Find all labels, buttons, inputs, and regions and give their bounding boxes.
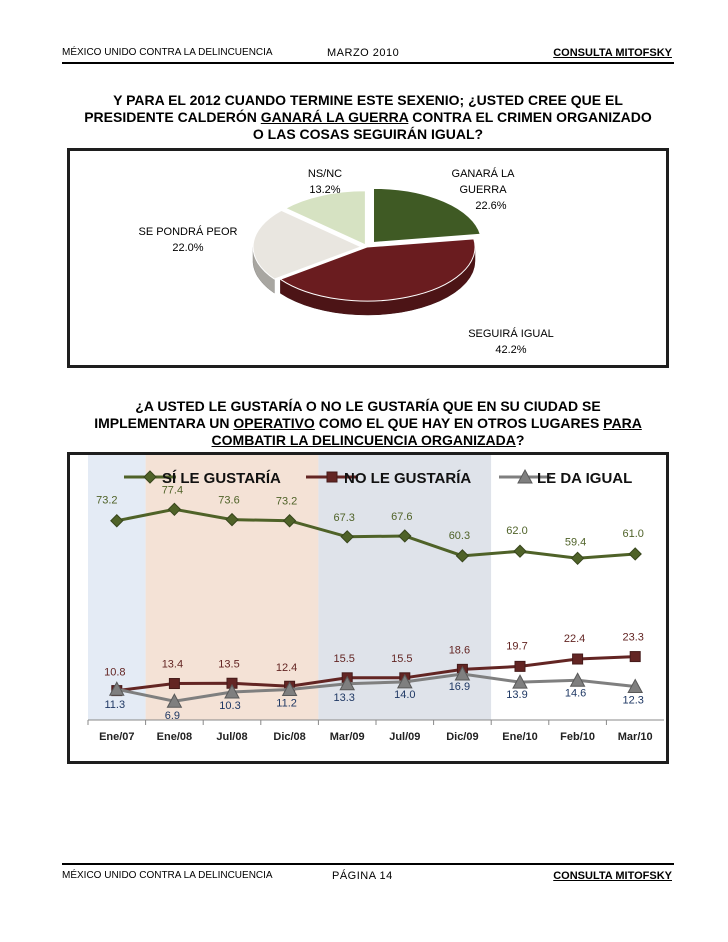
pie-slice-label: GANARÁ LA — [451, 168, 515, 180]
data-label-le-da-igual: 14.6 — [564, 687, 587, 700]
data-label-si-le-gustaria: 77.4 — [161, 484, 184, 497]
question-2-line-2-underlined-1: OPERATIVO — [233, 415, 315, 431]
question-2-line-2a: IMPLEMENTARA UN — [94, 415, 234, 431]
data-label-si-le-gustaria: 73.2 — [275, 495, 298, 508]
line-chart — [70, 455, 666, 761]
question-1-line-2a: PRESIDENTE CALDERÓN — [84, 109, 261, 125]
footer-center-text: PÁGINA 14 — [332, 870, 393, 882]
data-label-le-da-igual: 16.9 — [448, 680, 471, 693]
legend-marker-no-le-gustaria — [327, 472, 337, 482]
x-tick-label: Ene/10 — [502, 731, 538, 743]
data-label-no-le-gustaria: 10.8 — [104, 666, 126, 679]
x-tick-label: Dic/08 — [273, 731, 306, 743]
pie-slice-label: GUERRA — [459, 184, 507, 196]
pie-slice-ganara-la-guerra — [374, 188, 481, 242]
question-2-line-2 — [62, 415, 674, 432]
data-point-no-le-gustaria — [630, 652, 640, 662]
x-tick-label: Ene/08 — [156, 731, 193, 743]
data-label-le-da-igual: 13.3 — [333, 691, 355, 704]
question-2-line-3-underlined: COMBATIR LA DELINCUENCIA ORGANIZADA — [211, 432, 516, 448]
pie-slice-label: SE PONDRÁ PEOR — [138, 226, 238, 238]
x-tick-label: Mar/10 — [617, 731, 653, 743]
x-tick-label: Jul/08 — [216, 731, 248, 743]
data-label-le-da-igual: 11.2 — [276, 697, 297, 710]
pie-chart — [70, 151, 666, 365]
question-1-line-1: Y PARA EL 2012 CUANDO TERMINE ESTE SEXENIO; ¿USTED CREE QUE EL — [113, 92, 623, 108]
data-label-si-le-gustaria: 73.2 — [96, 494, 118, 507]
data-label-le-da-igual: 10.3 — [219, 699, 241, 712]
data-point-no-le-gustaria — [169, 679, 179, 689]
data-label-no-le-gustaria: 13.5 — [218, 658, 240, 671]
question-2-line-3b: ? — [515, 432, 525, 448]
x-tick-label: Ene/07 — [99, 731, 135, 743]
question-1-line-3: O LAS COSAS SEGUIRÁN IGUAL? — [252, 126, 484, 142]
data-label-si-le-gustaria: 67.3 — [333, 511, 355, 524]
data-label-no-le-gustaria: 15.5 — [391, 652, 413, 665]
data-label-si-le-gustaria: 62.0 — [506, 525, 528, 538]
data-label-le-da-igual: 13.9 — [506, 689, 528, 702]
pie-slice-label: NS/NC — [307, 168, 343, 180]
footer-left-text: MÉXICO UNIDO CONTRA LA DELINCUENCIA — [62, 870, 273, 881]
data-label-le-da-igual: 6.9 — [164, 710, 181, 723]
header-center-text: MARZO 2010 — [327, 47, 400, 59]
data-label-no-le-gustaria: 19.7 — [506, 640, 528, 653]
data-label-si-le-gustaria: 73.6 — [218, 494, 240, 507]
data-label-no-le-gustaria: 22.4 — [563, 633, 586, 646]
question-1-line-2-underlined: GANARÁ LA GUERRA — [260, 109, 409, 125]
question-1-line-2b: CONTRA EL CRIMEN ORGANIZADO — [408, 109, 652, 125]
question-2-line-3 — [62, 432, 674, 449]
data-label-si-le-gustaria: 61.0 — [622, 527, 644, 540]
legend-label-le-da-igual: LE DA IGUAL — [537, 470, 633, 487]
data-label-le-da-igual: 12.3 — [622, 694, 644, 707]
pie-value-label: 22.6% — [475, 200, 507, 212]
footer-right-text: CONSULTA MITOFSKY — [553, 870, 672, 882]
legend-label-no-le-gustaria: NO LE GUSTARÍA — [344, 470, 472, 487]
data-label-si-le-gustaria: 67.6 — [391, 510, 413, 523]
question-2-line-2b: COMO EL QUE HAY EN OTROS LUGARES — [314, 415, 604, 431]
footer-rule — [62, 863, 674, 865]
legend-label-si-le-gustaria: SÍ LE GUSTARÍA — [162, 470, 281, 487]
question-1 — [62, 92, 674, 143]
pie-value-label: 42.2% — [495, 344, 527, 356]
data-label-si-le-gustaria: 60.3 — [448, 529, 471, 542]
pie-slice-label: SEGUIRÁ IGUAL — [468, 328, 554, 340]
x-tick-label: Mar/09 — [329, 731, 365, 743]
data-label-si-le-gustaria: 59.4 — [564, 536, 587, 549]
data-label-le-da-igual: 14.0 — [394, 688, 416, 701]
question-1-line-2 — [62, 109, 674, 126]
line-chart-frame — [67, 452, 669, 764]
pie-value-label: 22.0% — [172, 242, 204, 254]
pie-value-label: 13.2% — [309, 184, 341, 196]
question-2-line-1: ¿A USTED LE GUSTARÍA O NO LE GUSTARÍA QUE EN SU CIUDAD SE — [135, 398, 601, 414]
data-point-no-le-gustaria — [515, 661, 525, 671]
data-label-no-le-gustaria: 12.4 — [275, 662, 298, 675]
x-tick-label: Feb/10 — [560, 731, 596, 743]
question-2-line-2-underlined-2: PARA — [603, 415, 642, 431]
data-label-no-le-gustaria: 15.5 — [333, 652, 355, 665]
pie-chart-frame — [67, 148, 669, 368]
data-label-no-le-gustaria: 13.4 — [161, 658, 184, 671]
data-label-no-le-gustaria: 18.6 — [448, 644, 471, 657]
question-2 — [62, 398, 674, 449]
header-right-text: CONSULTA MITOFSKY — [553, 47, 672, 59]
data-point-no-le-gustaria — [573, 654, 583, 664]
data-label-no-le-gustaria: 23.3 — [622, 631, 644, 644]
x-tick-label: Jul/09 — [389, 731, 421, 743]
data-label-le-da-igual: 11.3 — [104, 699, 126, 712]
header-rule — [62, 62, 674, 64]
header-left-text: MÉXICO UNIDO CONTRA LA DELINCUENCIA — [62, 47, 273, 58]
x-tick-label: Dic/09 — [446, 731, 479, 743]
